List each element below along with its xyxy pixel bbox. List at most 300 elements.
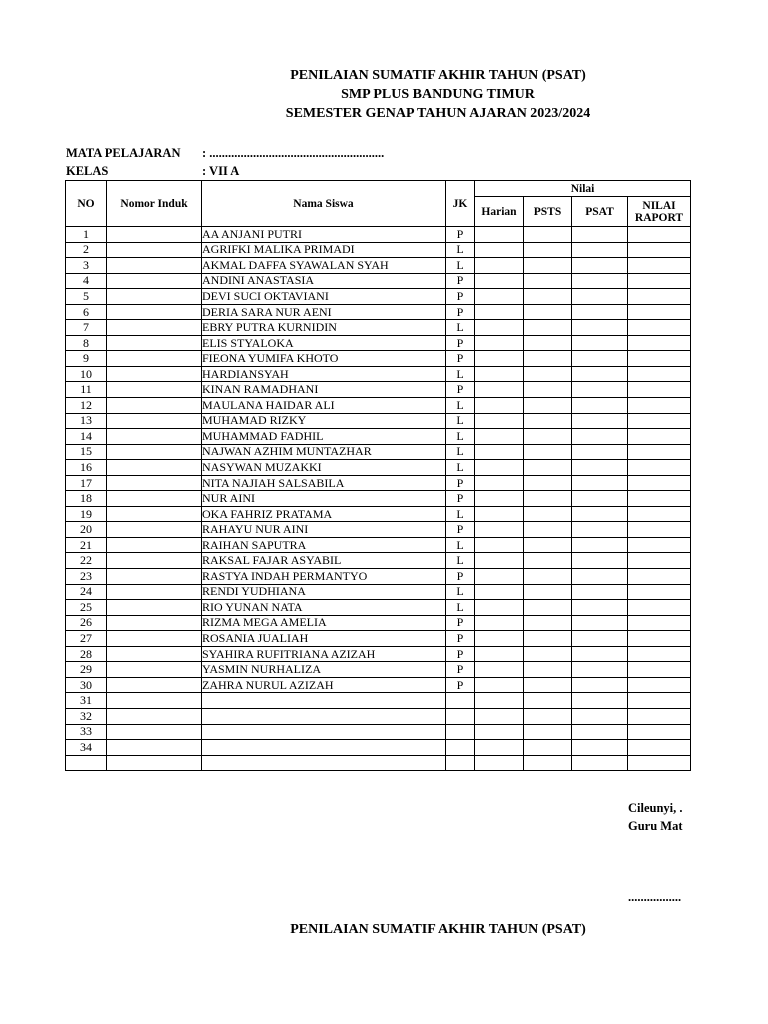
row-nomor-induk [107, 615, 202, 631]
row-psat [572, 258, 628, 274]
row-no: 17 [66, 475, 107, 491]
row-psts [524, 491, 572, 507]
header-nomor-induk: Nomor Induk [107, 181, 202, 227]
row-student-name: SYAHIRA RUFITRIANA AZIZAH [202, 646, 446, 662]
row-no: 5 [66, 289, 107, 305]
row-nomor-induk [107, 444, 202, 460]
row-nilai-raport [628, 631, 691, 647]
row-nilai-raport [628, 413, 691, 429]
row-psat [572, 631, 628, 647]
row-psts [524, 506, 572, 522]
row-student-name [202, 708, 446, 724]
row-psts [524, 522, 572, 538]
row-nilai-raport [628, 429, 691, 445]
row-student-name: MAULANA HAIDAR ALI [202, 398, 446, 414]
row-student-name: FIEONA YUMIFA KHOTO [202, 351, 446, 367]
row-no [66, 755, 107, 771]
row-nilai-raport [628, 755, 691, 771]
row-psat [572, 382, 628, 398]
document-title: PENILAIAN SUMATIF AKHIR TAHUN (PSAT) [290, 68, 586, 83]
row-psts [524, 646, 572, 662]
row-nilai-raport [628, 569, 691, 585]
row-student-name [202, 755, 446, 771]
row-nomor-induk [107, 662, 202, 678]
row-jk: P [446, 662, 475, 678]
row-harian [475, 398, 524, 414]
row-psts [524, 755, 572, 771]
row-no: 22 [66, 553, 107, 569]
row-no: 3 [66, 258, 107, 274]
row-nilai-raport [628, 677, 691, 693]
row-psts [524, 553, 572, 569]
table-row [66, 537, 691, 553]
row-nilai-raport [628, 366, 691, 382]
row-psat [572, 662, 628, 678]
row-nomor-induk [107, 460, 202, 476]
row-no: 20 [66, 522, 107, 538]
class-field [66, 164, 239, 179]
signature-role: Guru Mat [628, 819, 683, 833]
row-psts [524, 242, 572, 258]
table-row [66, 398, 691, 414]
row-no: 34 [66, 740, 107, 756]
table-row [66, 740, 691, 756]
row-nomor-induk [107, 258, 202, 274]
header-harian: Harian [475, 197, 524, 227]
row-no: 32 [66, 708, 107, 724]
row-harian [475, 382, 524, 398]
row-no: 12 [66, 398, 107, 414]
row-student-name: DEVI SUCI OKTAVIANI [202, 289, 446, 305]
row-harian [475, 755, 524, 771]
row-student-name: RAIHAN SAPUTRA [202, 537, 446, 553]
row-jk: P [446, 273, 475, 289]
row-nomor-induk [107, 398, 202, 414]
row-jk: L [446, 398, 475, 414]
row-nomor-induk [107, 708, 202, 724]
table-row [66, 351, 691, 367]
table-row [66, 708, 691, 724]
row-psat [572, 724, 628, 740]
row-jk: P [446, 227, 475, 243]
row-jk [446, 693, 475, 709]
header-no: NO [66, 181, 107, 227]
row-harian [475, 724, 524, 740]
row-harian [475, 600, 524, 616]
row-jk: P [446, 615, 475, 631]
row-psts [524, 615, 572, 631]
row-nomor-induk [107, 522, 202, 538]
row-jk: P [446, 304, 475, 320]
table-row [66, 646, 691, 662]
row-psat [572, 444, 628, 460]
row-student-name: MUHAMAD RIZKY [202, 413, 446, 429]
row-no: 21 [66, 537, 107, 553]
table-row [66, 506, 691, 522]
row-nomor-induk [107, 740, 202, 756]
row-nilai-raport [628, 491, 691, 507]
row-student-name: NASYWAN MUZAKKI [202, 460, 446, 476]
row-harian [475, 584, 524, 600]
row-psat [572, 522, 628, 538]
row-psts [524, 569, 572, 585]
row-jk: L [446, 460, 475, 476]
row-nomor-induk [107, 584, 202, 600]
row-harian [475, 351, 524, 367]
row-nomor-induk [107, 304, 202, 320]
row-harian [475, 320, 524, 336]
table-row [66, 273, 691, 289]
row-psat [572, 429, 628, 445]
row-student-name: ZAHRA NURUL AZIZAH [202, 677, 446, 693]
row-no: 9 [66, 351, 107, 367]
table-row [66, 444, 691, 460]
row-jk: L [446, 413, 475, 429]
row-no: 14 [66, 429, 107, 445]
row-no: 25 [66, 600, 107, 616]
row-harian [475, 460, 524, 476]
header-psat: PSAT [572, 197, 628, 227]
row-psts [524, 677, 572, 693]
row-harian [475, 429, 524, 445]
row-nilai-raport [628, 227, 691, 243]
row-student-name: NAJWAN AZHIM MUNTAZHAR [202, 444, 446, 460]
row-psts [524, 258, 572, 274]
row-nilai-raport [628, 553, 691, 569]
header-psts: PSTS [524, 197, 572, 227]
next-page-title: PENILAIAN SUMATIF AKHIR TAHUN (PSAT) [290, 922, 586, 937]
row-nilai-raport [628, 382, 691, 398]
row-psat [572, 755, 628, 771]
row-psts [524, 366, 572, 382]
row-harian [475, 335, 524, 351]
table-row [66, 584, 691, 600]
row-jk [446, 740, 475, 756]
row-harian [475, 289, 524, 305]
row-psat [572, 600, 628, 616]
row-jk: P [446, 491, 475, 507]
semester-line: SEMESTER GENAP TAHUN AJARAN 2023/2024 [285, 106, 591, 121]
row-nilai-raport [628, 646, 691, 662]
table-row [66, 631, 691, 647]
row-nilai-raport [628, 258, 691, 274]
row-nilai-raport [628, 320, 691, 336]
row-student-name: RIO YUNAN NATA [202, 600, 446, 616]
table-row [66, 755, 691, 771]
row-psts [524, 273, 572, 289]
page-edge-mask [689, 780, 768, 920]
table-body [66, 227, 691, 771]
subject-field [66, 146, 384, 161]
row-jk: L [446, 506, 475, 522]
table-row [66, 724, 691, 740]
row-psts [524, 584, 572, 600]
row-student-name: RAKSAL FAJAR ASYABIL [202, 553, 446, 569]
row-nomor-induk [107, 289, 202, 305]
row-no: 2 [66, 242, 107, 258]
row-harian [475, 708, 524, 724]
table-row [66, 413, 691, 429]
row-psat [572, 242, 628, 258]
row-psts [524, 351, 572, 367]
row-nomor-induk [107, 724, 202, 740]
row-psts [524, 444, 572, 460]
row-nomor-induk [107, 429, 202, 445]
row-jk: P [446, 646, 475, 662]
row-nomor-induk [107, 227, 202, 243]
table-row [66, 227, 691, 243]
row-psat [572, 273, 628, 289]
row-nilai-raport [628, 740, 691, 756]
row-psat [572, 398, 628, 414]
row-nomor-induk [107, 506, 202, 522]
row-jk: P [446, 351, 475, 367]
row-no: 13 [66, 413, 107, 429]
row-harian [475, 227, 524, 243]
table-row [66, 258, 691, 274]
header-nama-siswa: Nama Siswa [202, 181, 446, 227]
row-no: 26 [66, 615, 107, 631]
row-jk: P [446, 677, 475, 693]
class-label: KELAS [66, 164, 109, 178]
row-jk: P [446, 522, 475, 538]
row-nomor-induk [107, 335, 202, 351]
row-no: 15 [66, 444, 107, 460]
row-no: 33 [66, 724, 107, 740]
row-psat [572, 693, 628, 709]
row-psts [524, 304, 572, 320]
row-no: 16 [66, 460, 107, 476]
table-row [66, 475, 691, 491]
row-no: 10 [66, 366, 107, 382]
row-nomor-induk [107, 537, 202, 553]
row-psat [572, 646, 628, 662]
row-nomor-induk [107, 351, 202, 367]
row-no: 31 [66, 693, 107, 709]
table-row [66, 382, 691, 398]
class-value: : VII A [202, 164, 240, 178]
row-harian [475, 366, 524, 382]
row-no: 29 [66, 662, 107, 678]
row-nilai-raport [628, 242, 691, 258]
row-jk: L [446, 444, 475, 460]
row-jk: P [446, 289, 475, 305]
row-jk: L [446, 366, 475, 382]
row-no: 1 [66, 227, 107, 243]
row-student-name: RIZMA MEGA AMELIA [202, 615, 446, 631]
row-student-name: ELIS STYALOKA [202, 335, 446, 351]
row-jk [446, 755, 475, 771]
row-psts [524, 708, 572, 724]
table-row [66, 662, 691, 678]
row-student-name: HARDIANSYAH [202, 366, 446, 382]
row-nilai-raport [628, 522, 691, 538]
row-psat [572, 366, 628, 382]
table-row [66, 242, 691, 258]
row-jk: L [446, 553, 475, 569]
row-nilai-raport [628, 693, 691, 709]
row-nilai-raport [628, 304, 691, 320]
table-row [66, 335, 691, 351]
row-student-name: EBRY PUTRA KURNIDIN [202, 320, 446, 336]
row-jk: L [446, 242, 475, 258]
grades-table [65, 180, 691, 771]
header-nilai-raport: NILAI RAPORT [628, 197, 691, 227]
row-harian [475, 740, 524, 756]
row-nilai-raport [628, 615, 691, 631]
row-harian [475, 258, 524, 274]
signature-place-date: Cileunyi, . [628, 801, 683, 815]
row-psat [572, 615, 628, 631]
row-jk: L [446, 258, 475, 274]
row-psat [572, 708, 628, 724]
subject-label: MATA PELAJARAN [66, 146, 181, 160]
row-jk: L [446, 537, 475, 553]
row-jk: P [446, 475, 475, 491]
row-psat [572, 460, 628, 476]
row-psts [524, 662, 572, 678]
row-student-name: AGRIFKI MALIKA PRIMADI [202, 242, 446, 258]
row-nomor-induk [107, 553, 202, 569]
row-no: 27 [66, 631, 107, 647]
row-student-name: NITA NAJIAH SALSABILA [202, 475, 446, 491]
row-student-name: DERIA SARA NUR AENI [202, 304, 446, 320]
row-psat [572, 304, 628, 320]
row-no: 7 [66, 320, 107, 336]
row-nilai-raport [628, 708, 691, 724]
document-header [0, 66, 768, 123]
row-psts [524, 398, 572, 414]
table-row [66, 429, 691, 445]
row-jk: L [446, 429, 475, 445]
row-psat [572, 584, 628, 600]
row-harian [475, 444, 524, 460]
row-student-name [202, 740, 446, 756]
row-student-name: MUHAMMAD FADHIL [202, 429, 446, 445]
table-row [66, 304, 691, 320]
row-student-name: ROSANIA JUALIAH [202, 631, 446, 647]
row-nomor-induk [107, 413, 202, 429]
row-jk: P [446, 631, 475, 647]
row-nilai-raport [628, 460, 691, 476]
row-nomor-induk [107, 366, 202, 382]
row-student-name [202, 724, 446, 740]
row-student-name: ANDINI ANASTASIA [202, 273, 446, 289]
header-nilai: Nilai [475, 181, 691, 197]
row-psat [572, 335, 628, 351]
row-harian [475, 537, 524, 553]
row-nomor-induk [107, 693, 202, 709]
table-row [66, 289, 691, 305]
row-nomor-induk [107, 273, 202, 289]
row-nilai-raport [628, 444, 691, 460]
row-nilai-raport [628, 600, 691, 616]
table-row [66, 693, 691, 709]
row-no: 8 [66, 335, 107, 351]
table-row [66, 553, 691, 569]
row-nomor-induk [107, 242, 202, 258]
table-row [66, 522, 691, 538]
row-no: 18 [66, 491, 107, 507]
row-nomor-induk [107, 569, 202, 585]
row-no: 30 [66, 677, 107, 693]
row-student-name: RAHAYU NUR AINI [202, 522, 446, 538]
row-psts [524, 227, 572, 243]
row-harian [475, 413, 524, 429]
row-harian [475, 646, 524, 662]
row-psat [572, 553, 628, 569]
row-nilai-raport [628, 584, 691, 600]
row-nomor-induk [107, 600, 202, 616]
row-jk: L [446, 600, 475, 616]
row-nomor-induk [107, 475, 202, 491]
table-row [66, 460, 691, 476]
row-nilai-raport [628, 273, 691, 289]
signature-name-line: ................. [628, 890, 682, 904]
row-psts [524, 429, 572, 445]
row-nilai-raport [628, 662, 691, 678]
row-student-name: AKMAL DAFFA SYAWALAN SYAH [202, 258, 446, 274]
row-nilai-raport [628, 724, 691, 740]
row-student-name: OKA FAHRIZ PRATAMA [202, 506, 446, 522]
row-harian [475, 273, 524, 289]
row-nilai-raport [628, 475, 691, 491]
row-student-name: RASTYA INDAH PERMANTYO [202, 569, 446, 585]
row-student-name: NUR AINI [202, 491, 446, 507]
row-psts [524, 289, 572, 305]
subject-value: : ........................................................ [202, 146, 385, 160]
row-jk: L [446, 320, 475, 336]
table-row [66, 677, 691, 693]
row-nilai-raport [628, 537, 691, 553]
row-psts [524, 335, 572, 351]
row-student-name: KINAN RAMADHANI [202, 382, 446, 398]
row-student-name: AA ANJANI PUTRI [202, 227, 446, 243]
table-row [66, 615, 691, 631]
row-psts [524, 537, 572, 553]
row-harian [475, 553, 524, 569]
row-harian [475, 506, 524, 522]
row-nomor-induk [107, 631, 202, 647]
row-psat [572, 289, 628, 305]
row-harian [475, 615, 524, 631]
row-student-name: RENDI YUDHIANA [202, 584, 446, 600]
row-psts [524, 600, 572, 616]
table-row [66, 366, 691, 382]
row-nilai-raport [628, 335, 691, 351]
row-harian [475, 491, 524, 507]
row-psat [572, 506, 628, 522]
row-harian [475, 242, 524, 258]
row-nomor-induk [107, 382, 202, 398]
row-nomor-induk [107, 491, 202, 507]
row-jk [446, 724, 475, 740]
row-no: 28 [66, 646, 107, 662]
row-nilai-raport [628, 506, 691, 522]
row-psts [524, 631, 572, 647]
row-no: 11 [66, 382, 107, 398]
row-psat [572, 475, 628, 491]
row-psat [572, 537, 628, 553]
row-psts [524, 382, 572, 398]
school-name: SMP PLUS BANDUNG TIMUR [341, 87, 535, 102]
row-psat [572, 491, 628, 507]
row-psts [524, 724, 572, 740]
row-nomor-induk [107, 677, 202, 693]
row-psat [572, 351, 628, 367]
row-harian [475, 522, 524, 538]
row-psts [524, 740, 572, 756]
